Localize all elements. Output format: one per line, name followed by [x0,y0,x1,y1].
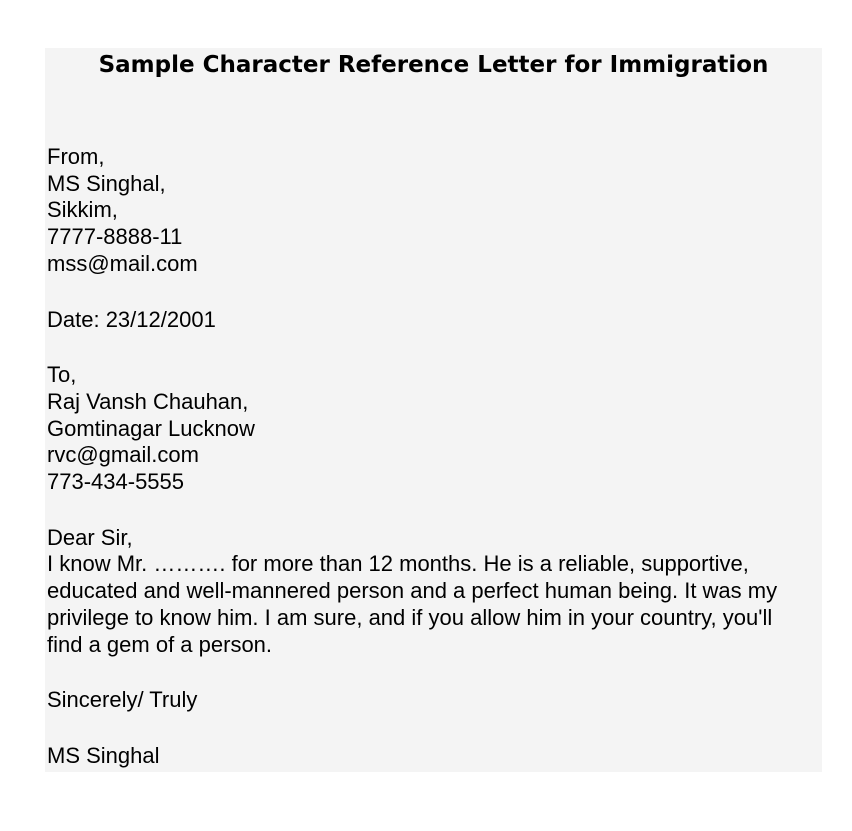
recipient-block [47,362,819,496]
closing: Sincerely/ Truly [47,687,198,713]
recipient-email: rvc@gmail.com [47,442,199,468]
sender-place: Sikkim, [47,197,118,223]
letter-title: Sample Character Reference Letter for Immigration [98,52,769,78]
letter-sheet [45,48,822,772]
sender-phone: 7777-8888-11 [47,224,183,250]
paragraph-line: I know Mr. ………. for more than 12 months. He is a reliable, supportive, [47,551,749,577]
from-label: From, [47,144,105,169]
spacer [47,496,819,525]
salutation: Dear Sir, [47,524,133,550]
sender-block [47,144,819,278]
spacer [47,278,819,307]
letter-body [47,144,819,770]
sender-email: mss@mail.com [47,250,198,276]
paragraph-line: educated and well-mannered person and a perfect human being. It was my [47,578,778,604]
to-label: To, [47,362,77,388]
paragraph-line: find a gem of a person. [47,631,273,657]
signature: MS Singhal [47,742,160,768]
letter-paragraph [47,551,819,658]
spacer [47,333,819,362]
sender-name: MS Singhal, [47,170,166,196]
recipient-name: Raj Vansh Chauhan, [47,388,249,414]
letter-date: Date: 23/12/2001 [47,306,216,332]
spacer [47,658,819,687]
recipient-address: Gomtinagar Lucknow [47,415,255,441]
recipient-phone: 773-434-5555 [47,469,185,495]
spacer [47,714,819,743]
paragraph-line: privilege to know him. I am sure, and if you allow him in your country, you'll [47,604,773,630]
